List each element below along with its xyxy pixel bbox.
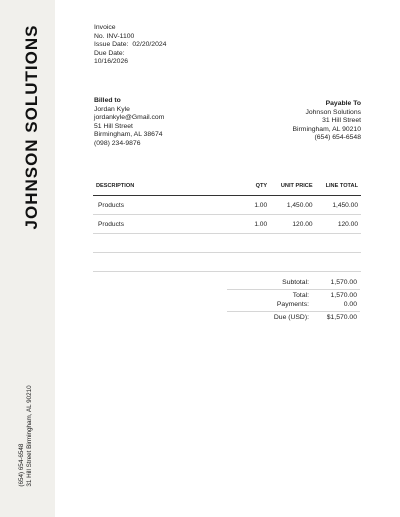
issue-date-label: Issue Date: [94, 41, 129, 49]
payable-to-name: Johnson Solutions [305, 108, 361, 116]
payable-to-block [292, 100, 361, 143]
company-name: JOHNSON SOLUTIONS [22, 24, 41, 230]
due-value: $1,570.00 [326, 314, 357, 322]
row-description [93, 234, 244, 253]
sidebar [0, 0, 55, 517]
company-address: 31 Hill Street Birmingham, AL 90210 [26, 385, 33, 487]
totals-block [227, 277, 360, 325]
payments-value: 0.00 [343, 300, 357, 308]
table-row [93, 215, 361, 234]
payable-to-phone: (654) 654-6548 [314, 134, 361, 142]
row-unit-price [270, 234, 315, 253]
billed-to-heading: Billed to [94, 97, 121, 104]
header-line-total: LINE TOTAL [316, 176, 361, 196]
header-qty: QTY [244, 176, 270, 196]
invoice-number: No. INV-1100 [94, 32, 135, 40]
line-items-table [93, 176, 361, 272]
billed-to-street: 51 Hill Street [94, 122, 133, 130]
table-row [93, 234, 361, 253]
row-unit-price: 1,450.00 [270, 196, 315, 215]
billed-to-email: jordankyle@Gmail.com [94, 114, 165, 122]
table-row [93, 196, 361, 215]
subtotal-value: 1,570.00 [330, 279, 357, 286]
total-payments-row [227, 290, 360, 312]
row-qty [244, 234, 270, 253]
row-description: Products [93, 196, 244, 215]
total-label: Total: [292, 292, 309, 300]
row-qty: 1.00 [244, 215, 270, 234]
row-unit-price: 120.00 [270, 215, 315, 234]
row-line-total: 120.00 [316, 215, 361, 234]
payable-to-heading: Payable To [325, 100, 361, 107]
row-description: Products [93, 215, 244, 234]
company-contact [18, 385, 34, 486]
company-phone: (654) 654-6548 [18, 443, 25, 487]
invoice-title: Invoice [94, 24, 116, 31]
invoice-meta [94, 24, 166, 67]
row-qty: 1.00 [244, 196, 270, 215]
billed-to-name: Jordan Kyle [94, 105, 130, 113]
due-date-value: 10/16/2026 [94, 58, 129, 66]
billed-to-phone: (098) 234-9876 [94, 139, 141, 147]
table-row [93, 253, 361, 272]
billed-to-city: Birmingham, AL 38674 [94, 131, 163, 139]
row-line-total: 1,450.00 [316, 196, 361, 215]
payable-to-street: 31 Hill Street [322, 117, 361, 125]
subtotal-row [227, 277, 360, 290]
issue-date-value: 02/20/2024 [132, 41, 167, 49]
row-line-total [316, 253, 361, 272]
due-row [227, 312, 360, 324]
row-line-total [316, 234, 361, 253]
row-qty [244, 253, 270, 272]
subtotal-label: Subtotal: [282, 279, 309, 286]
issue-date-row [94, 41, 166, 50]
row-description [93, 253, 244, 272]
table-header-row [93, 176, 361, 196]
payments-label: Payments: [276, 300, 309, 308]
header-description: DESCRIPTION [93, 176, 244, 196]
total-value: 1,570.00 [330, 292, 357, 300]
row-unit-price [270, 253, 315, 272]
header-unit-price: UNIT PRICE [270, 176, 315, 196]
due-label: Due (USD): [273, 314, 309, 322]
payable-to-city: Birmingham, AL 90210 [292, 125, 361, 133]
due-date-label: Due Date: [94, 49, 125, 57]
billed-to-block [94, 97, 164, 149]
